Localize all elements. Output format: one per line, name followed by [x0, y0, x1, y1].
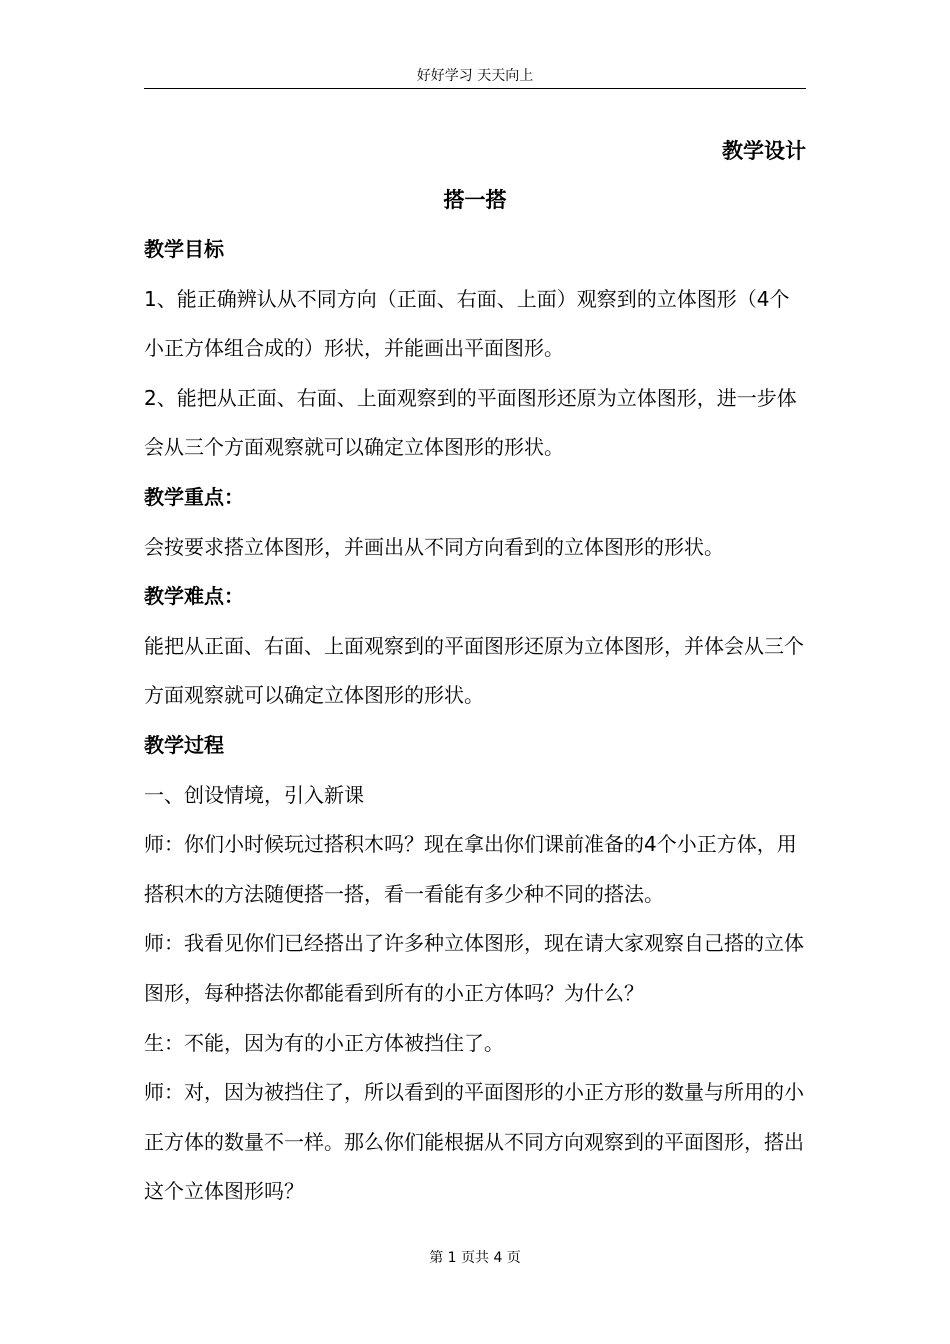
objective-2: 2、能把从正面、右面、上面观察到的平面图形还原为立体图形，进一步体会从三个方面观察就可以确定立体图形的形状。 [144, 385, 797, 460]
dialogue-paragraph: 师：我看见你们已经搭出了许多种立体图形，现在请大家观察自己搭的立体图形，每种搭法你都能看到所有的小正方体吗？为什么？ [144, 931, 804, 1005]
dialogue-paragraph: 师：你们小时候玩过搭积木吗？现在拿出你们课前准备的4个小正方体，用搭积木的方法随便搭一搭，看一看能有多少种不同的搭法。 [144, 832, 797, 906]
document-label: 教学设计 [722, 139, 806, 163]
header-divider [144, 88, 806, 89]
document-title: 搭一搭 [443, 188, 507, 212]
process-heading: 教学过程 [144, 732, 224, 757]
key-points-text: 会按要求搭立体图形，并画出从不同方向看到的立体图形的形状。 [144, 534, 724, 559]
document-body [144, 225, 806, 1217]
page-header: 好好学习 天天向上 [416, 68, 534, 84]
page-footer: 第 1 页共 4 页 [429, 1250, 521, 1266]
difficulties-text: 能把从正面、右面、上面观察到的平面图形还原为立体图形，并体会从三个方面观察就可以确定立体图形的形状。 [144, 633, 804, 708]
objective-1: 1、能正确辨认从不同方向（正面、右面、上面）观察到的立体图形（4个小正方体组合成的）形状，并能画出平面图形。 [144, 286, 790, 361]
dialogue-paragraph: 生：不能，因为有的小正方体被挡住了。 [144, 1030, 504, 1055]
objectives-heading: 教学目标 [144, 237, 224, 261]
key-points-heading: 教学重点： [144, 484, 244, 509]
step-1-heading: 一、创设情境，引入新课 [144, 782, 364, 807]
difficulties-heading: 教学难点： [144, 584, 244, 609]
dialogue-paragraph: 师：对，因为被挡住了，所以看到的平面图形的小正方形的数量与所用的小正方体的数量不一样。那么你们能根据从不同方向观察到的平面图形，搭出这个立体图形吗？ [144, 1080, 804, 1204]
